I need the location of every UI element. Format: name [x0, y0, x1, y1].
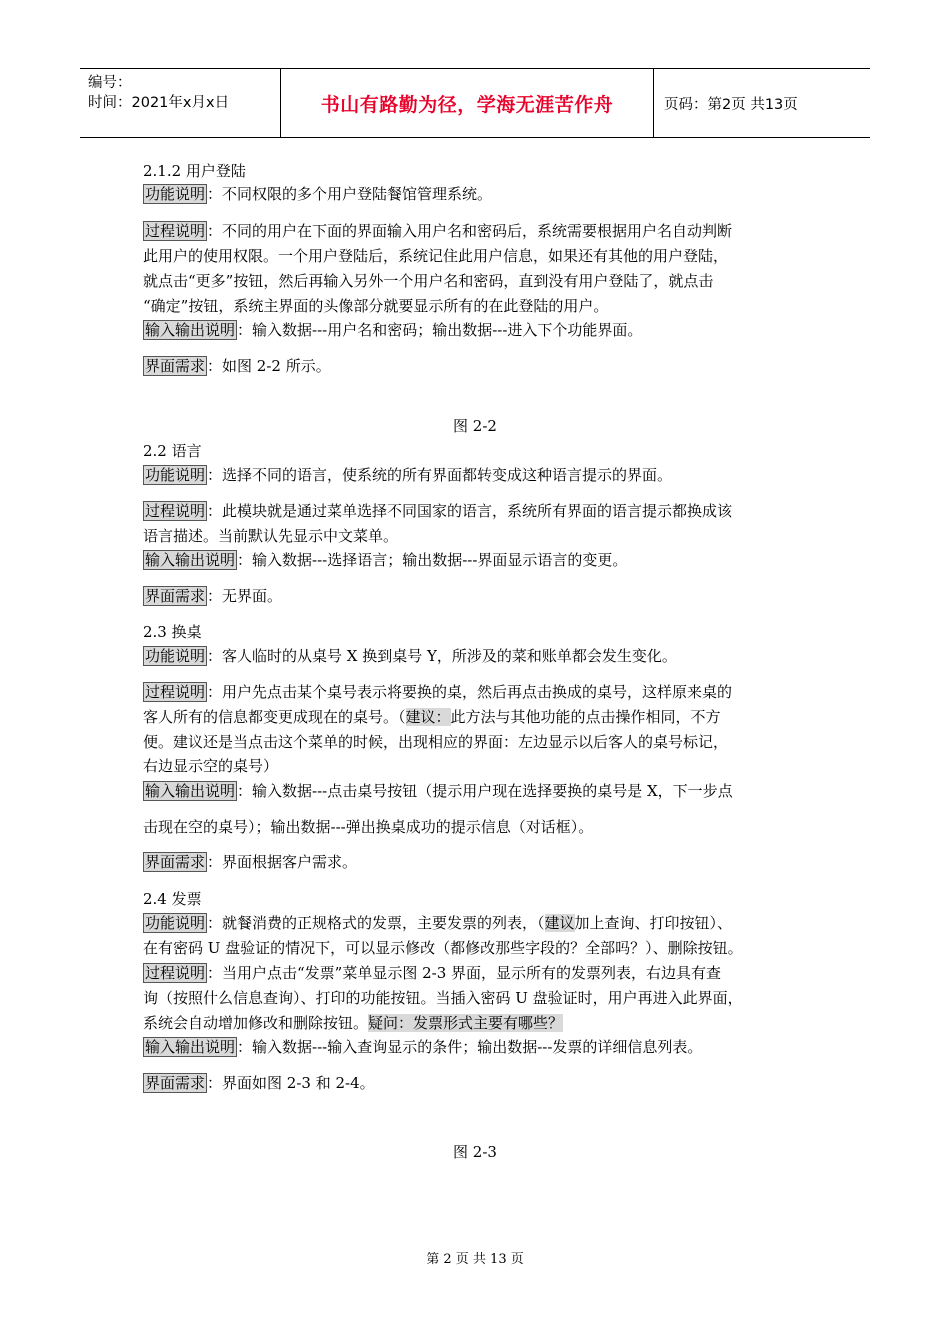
paragraph-line — [143, 220, 823, 242]
number-label: 编号： — [88, 75, 132, 91]
paragraph-line — [143, 1036, 823, 1058]
text: ：不同权限的多个用户登陆餐馆管理系统。 — [207, 185, 493, 203]
paragraph-line — [143, 464, 823, 486]
text: 系统会自动增加修改和删除按钮。 — [143, 1014, 369, 1032]
paragraph-line — [143, 355, 823, 377]
function-label: 功能说明 — [145, 466, 206, 484]
paragraph-line — [143, 706, 823, 728]
paragraph-line: 击现在空的桌号）；输出数据---弹出换桌成功的提示信息（对话框）。 — [143, 818, 594, 836]
header-page-info: 页码：第2页 共13页 — [664, 96, 798, 113]
text: 客人所有的信息都变更成现在的桌号。（ — [143, 708, 406, 726]
paragraph-line: 语言描述。当前默认先显示中文菜单。 — [143, 527, 399, 545]
section-heading: 2.1.2 用户登陆 — [143, 162, 246, 180]
paragraph-line — [143, 500, 823, 522]
text: ：输入数据---点击桌号按钮（提示用户现在选择要换的桌号是 X，下一步点 — [237, 782, 733, 800]
io-label: 输入输出说明 — [145, 782, 236, 800]
figure-caption: 图 2-3 — [453, 1143, 497, 1161]
text: ：客人临时的从桌号 X 换到桌号 Y，所涉及的菜和账单都会发生变化。 — [207, 647, 677, 665]
header-motto: 书山有路勤为径，学海无涯苦作舟 — [280, 69, 654, 137]
ui-label: 界面需求 — [145, 1074, 206, 1092]
paragraph-line — [143, 851, 823, 873]
text: 加上查询、打印按钮）、 — [574, 914, 733, 932]
header-left-cell — [80, 69, 280, 137]
section-heading: 2.3 换桌 — [143, 623, 202, 641]
ui-label: 界面需求 — [145, 853, 206, 871]
text: ：界面如图 2-3 和 2-4。 — [207, 1074, 375, 1092]
text: ：用户先点击某个桌号表示将要换的桌，然后再点击换成的桌号，这样原来桌的 — [207, 683, 733, 701]
suggestion-highlight: 建议 — [544, 914, 575, 932]
paragraph-line: 右边显示空的桌号） — [143, 757, 279, 775]
function-label: 功能说明 — [145, 914, 206, 932]
text: ：当用户点击“发票”菜单显示图 2-3 界面，显示所有的发票列表，右边具有查 — [207, 964, 722, 982]
paragraph-line — [143, 645, 823, 667]
paragraph-line: “确定”按钮，系统主界面的头像部分就要显示所有的在此登陆的用户。 — [143, 297, 609, 315]
text: ：如图 2-2 所示。 — [207, 357, 331, 375]
paragraph-line — [143, 780, 823, 802]
text: ：输入数据---用户名和密码；输出数据---进入下个功能界面。 — [237, 321, 643, 339]
ui-label: 界面需求 — [145, 587, 206, 605]
page-header — [80, 68, 870, 138]
text: ：输入数据---输入查询显示的条件；输出数据---发票的详细信息列表。 — [237, 1038, 703, 1056]
process-label: 过程说明 — [145, 964, 206, 982]
io-label: 输入输出说明 — [145, 1038, 236, 1056]
process-label: 过程说明 — [145, 222, 206, 240]
suggestion-highlight: 建议： — [405, 708, 451, 726]
process-label: 过程说明 — [145, 502, 206, 520]
paragraph-line: 此用户的使用权限。一个用户登陆后，系统记住此用户信息，如果还有其他的用户登陆， — [143, 247, 729, 265]
text: ：不同的用户在下面的界面输入用户名和密码后，系统需要根据用户名自动判断 — [207, 222, 733, 240]
paragraph-line — [143, 1072, 823, 1094]
figure-caption: 图 2-2 — [453, 417, 497, 435]
text: 此方法与其他功能的点击操作相同，不方 — [450, 708, 721, 726]
process-label: 过程说明 — [145, 683, 206, 701]
section-heading: 2.2 语言 — [143, 442, 202, 460]
paragraph-line — [143, 962, 823, 984]
paragraph-line: 在有密码 U 盘验证的情况下，可以显示修改（都修改那些字段的？全部吗？）、删除按钮。 — [143, 939, 743, 957]
paragraph-line: 询（按照什么信息查询）、打印的功能按钮。当插入密码 U 盘验证时，用户再进入此界面， — [143, 989, 743, 1007]
paragraph-line: 就点击“更多”按钮，然后再输入另外一个用户名和密码，直到没有用户登陆了，就点击 — [143, 272, 714, 290]
paragraph-line — [143, 681, 823, 703]
text: ：无界面。 — [207, 587, 283, 605]
text: ：界面根据客户需求。 — [207, 853, 358, 871]
date-label: 时间：2021年x月x日 — [88, 95, 230, 111]
question-highlight: 疑问：发票形式主要有哪些？ — [368, 1014, 564, 1032]
text: ：输入数据---选择语言；输出数据---界面显示语言的变更。 — [237, 551, 628, 569]
paragraph-line — [143, 912, 823, 934]
io-label: 输入输出说明 — [145, 321, 236, 339]
function-label: 功能说明 — [145, 647, 206, 665]
paragraph-line: 便。建议还是当点击这个菜单的时候，出现相应的界面：左边显示以后客人的桌号标记， — [143, 733, 729, 751]
ui-label: 界面需求 — [145, 357, 206, 375]
paragraph-line — [143, 585, 823, 607]
function-label: 功能说明 — [145, 185, 206, 203]
section-heading: 2.4 发票 — [143, 890, 202, 908]
paragraph-line — [143, 319, 823, 341]
paragraph-line — [143, 1012, 823, 1034]
paragraph-line — [143, 183, 823, 205]
io-label: 输入输出说明 — [145, 551, 236, 569]
text: ：就餐消费的正规格式的发票，主要发票的列表，（ — [207, 914, 545, 932]
text: ：此模块就是通过菜单选择不同国家的语言，系统所有界面的语言提示都换成该 — [207, 502, 733, 520]
paragraph-line — [143, 549, 823, 571]
text: ：选择不同的语言，使系统的所有界面都转变成这种语言提示的界面。 — [207, 466, 673, 484]
page-footer: 第 2 页 共 13 页 — [426, 1252, 524, 1267]
